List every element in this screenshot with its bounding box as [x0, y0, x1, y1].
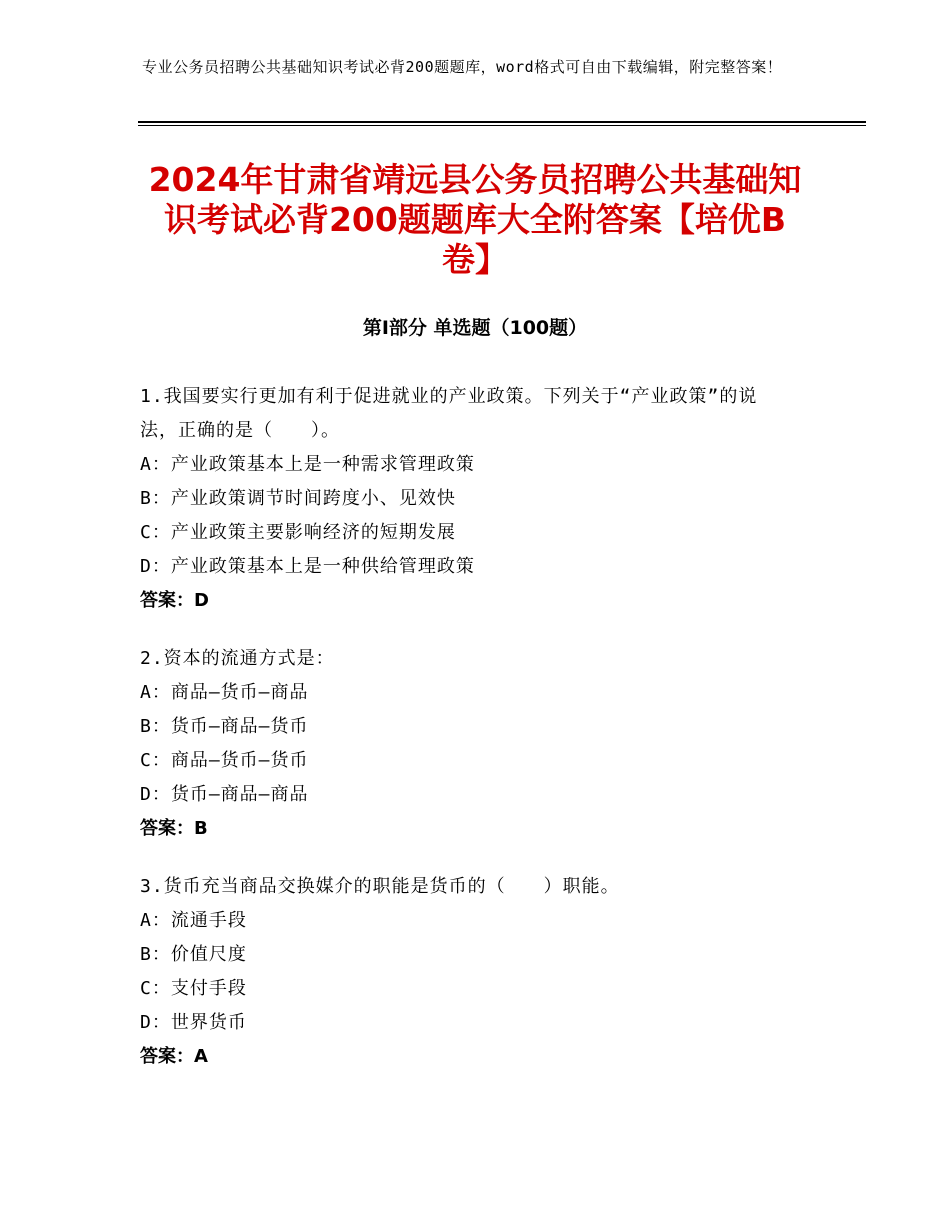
option-b: B：货币—商品—货币	[140, 716, 309, 737]
answer: 答案：B	[140, 818, 208, 839]
option-c: C：商品—货币—货币	[140, 750, 309, 771]
option-a: A：流通手段	[140, 910, 247, 931]
option-d: D：世界货币	[140, 1012, 247, 1033]
header-divider	[138, 121, 866, 123]
option-a: A：产业政策基本上是一种需求管理政策	[140, 454, 475, 475]
document-title: 2024年甘肃省靖远县公务员招聘公共基础知识考试必背200题题库大全附答案【培优B卷】	[148, 160, 802, 279]
question-stem: 2.资本的流通方式是：	[140, 648, 335, 669]
header-note: 专业公务员招聘公共基础知识考试必背200题题库，word格式可自由下载编辑，附完整答案！	[142, 58, 783, 76]
question-list	[140, 380, 780, 1098]
question-2	[140, 642, 780, 846]
option-b: B：产业政策调节时间跨度小、见效快	[140, 488, 456, 509]
answer: 答案：D	[140, 590, 209, 611]
question-stem: 3.货币充当商品交换媒介的职能是货币的（ ）职能。	[140, 876, 620, 897]
option-d: D：产业政策基本上是一种供给管理政策	[140, 556, 475, 577]
option-c: C：产业政策主要影响经济的短期发展	[140, 522, 456, 543]
answer: 答案：A	[140, 1046, 208, 1067]
option-b: B：价值尺度	[140, 944, 247, 965]
section-heading: 第Ⅰ部分 单选题（100题）	[362, 317, 588, 339]
question-3	[140, 870, 780, 1074]
option-d: D：货币—商品—商品	[140, 784, 309, 805]
option-c: C：支付手段	[140, 978, 247, 999]
question-stem: 1.我国要实行更加有利于促进就业的产业政策。下列关于“产业政策”的说法，正确的是（ ）。	[140, 386, 758, 441]
header-divider-thin	[138, 125, 866, 126]
option-a: A：商品—货币—商品	[140, 682, 309, 703]
question-1	[140, 380, 780, 618]
